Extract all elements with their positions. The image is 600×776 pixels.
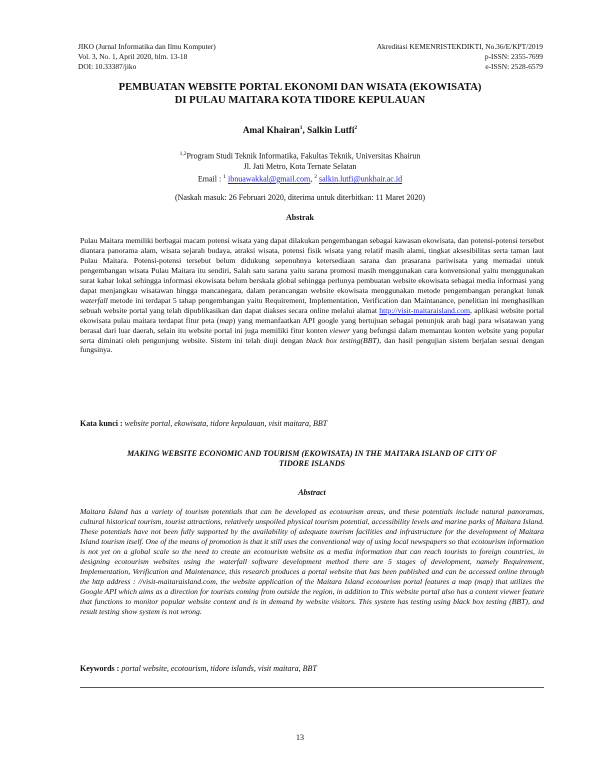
keywords-id-value: website portal, ekowisata, tidore kepulauan, visit maitara, BBT (124, 419, 328, 428)
keywords-id-label: Kata kunci : (80, 419, 125, 428)
keywords-en (80, 664, 544, 673)
running-header-left (78, 42, 318, 71)
page-number: 13 (296, 733, 304, 742)
website-link[interactable]: http://visit-maitaraisland.com (379, 305, 471, 315)
abstract-heading: Abstract (298, 488, 326, 497)
email-1-mark: 1 (223, 174, 226, 181)
author-1: Amal Khairan (242, 125, 300, 136)
affiliation-emails (60, 172, 540, 185)
affiliation-mark: 1,2 (179, 151, 187, 157)
affiliation-address: Jl. Jati Metro, Kota Ternate Selatan (243, 161, 357, 171)
abstract-paragraph: Maitara Island has a variety of tourism potentials that can be developed as ecotourism areas, and these potentials include natural panoramas, cultural historical tourism, tourist attractions, relatively unspoiled physical tourism potential, accessibility levels and marine parks of Maitara Island. These potentials have not been fully supported by the availability of adequate tourism facilities and infrastructure for the development of Maitara Island tourism itself. One of the means of promotion is that it still uses the conventional way of using local newspapers so that ecotourism information is not yet on a global scale so the need to create an ecotourism website as a media information that can reach tourists to foreign countries, in designing ecotourism websites using the waterfall software development method there are 5 stages of development, namely Requirement, Implementation, Verification and Maintenance, this research produces a portal website that has been published and can be accessed online through the http address : //visit-maitaraisland.com, the website application of the Maitara Island ecotourism portal features a map (map) that utilizes the Google API which aims as a direction for tourists coming from outside the region, in addition to This website portal also has a content viewer feature that functions to monitor popular website content and is in demand by website visitors. This system has testing using black box testing (BBT), and result testing show system is not wrong. (80, 507, 544, 616)
english-title (80, 449, 544, 470)
author-separator: , (302, 125, 308, 136)
author-2: Salkin Lutfi (307, 125, 355, 136)
term-bbt: black box testing(BBT) (306, 335, 380, 345)
email-link-2[interactable]: salkin.lutfi@unkhair.ac.id (318, 174, 403, 184)
paper-title-line-2: DI PULAU MAITARA KOTA TIDORE KEPULAUAN (174, 95, 426, 106)
p-issn: p-ISSN: 2355-7699 (484, 51, 543, 61)
accreditation: Akreditasi KEMENRISTEKDIKTI, No.36/E/KPT/2019 (376, 42, 543, 51)
email-2-mark: 2 (314, 174, 317, 181)
abstrak-paragraph: Pulau Maitara memiliki berbagai macam potensi wisata yang dapat dilakukan pengembangan sebagai kawasan ekowisata, dan potensi-potensi tersebut diantara panorama alam, wisata sejarah budaya, atraksi wisata, potensi fisik wisata yang relatif masih alami, tingkat aksesibilitas serta taman laut Pulau Maitara. Potensi-potensi tersebut belum didukung sepenuhnya ketersediaan sarana dan prasarana pariwisata yang memadai untuk pengembangan wisata Pulau Maitara itu sendiri, Salah satu sarana yaitu sarana promosi masih menggunakan cara konvensional yaitu menggunakan surat kabar lokal sehingga informasi ekowisata belum berskala global sehingga perlunya pembuatan website ekowisata sebagai media informasi yang dapat menjangkau wisatawan hingga mancanegara, dalam perancangan website ekowisata menggunakan metode pengembangan perangkat lunak waterfall metode ini terdapat 5 tahap pengembangan yaitu Requirement, Implementation, Verification dan Maintanance, penelitian ini menghasilkan sebuah website portal yang telah dipublikasikan dan dapat diakses secara online melalui alamat http://visit-maitaraisland.com, aplikasi website portal ekowisata pulau maitara terdapat fitur peta (map) yang memanfaatkan API google yang bertujuan sebagai penunjuk arah bagi para wisatawan yang berasal dari luar daerah, selain itu website portal ini juga memiliki fitur konten viewer yang befungsi dalam memantau konten website yang popular serta diminati oleh pengunjung website. Sistem ini telah diuji dengan black box testing(BBT), dan hasil pengujian sistem berjalan sesuai dengan fungsinya. (80, 236, 544, 355)
english-title-line-2: TIDORE ISLANDS (278, 459, 345, 469)
section-divider (80, 687, 544, 688)
email-separator: , (310, 174, 315, 184)
affiliation-program: $^{1,2}$Program Studi Teknik Informatika, Fakultas Teknik, Universitas Khairun (179, 151, 421, 161)
keywords-en-label: Keywords : (80, 664, 122, 673)
term-waterfall: waterfall (80, 295, 108, 305)
author-1-mark: 1 (299, 125, 303, 131)
affiliation-block (60, 149, 540, 185)
email-label: Email : (197, 174, 224, 184)
email-link-1[interactable]: ibnuawakkal@gmail.com (227, 174, 311, 184)
keywords-en-value: portal website, ecotourism, tidore islands, visit maitara, BBT (121, 664, 317, 673)
english-title-line-1: MAKING WEBSITE ECONOMIC AND TOURISM (EKOWISATA) IN THE MAITARA ISLAND OF CITY OF (127, 449, 497, 458)
abstrak-heading: Abstrak (285, 213, 314, 222)
journal-volume: Vol. 3, No. 1, April 2020, hlm. 13-18 (78, 51, 188, 61)
paper-title (60, 81, 540, 107)
keywords-id (80, 419, 544, 428)
paper-title-line-1: PEMBUATAN WEBSITE PORTAL EKONOMI DAN WISATA (EKOWISATA) (118, 82, 482, 93)
journal-name: JIKO (Jurnal Informatika dan Ilmu Komputer) (78, 42, 216, 51)
journal-doi: DOI: 10.33387/jiko (78, 61, 137, 71)
author-list (60, 125, 540, 135)
e-issn: e-ISSN: 2528-6579 (485, 61, 543, 71)
running-header-right (303, 42, 543, 71)
author-2-mark: 2 (354, 125, 358, 131)
term-viewer: viewer (329, 325, 351, 335)
submission-dates: (Naskah masuk: 26 Februari 2020, diterima untuk diterbitkan: 11 Maret 2020) (174, 193, 426, 202)
term-map: map (219, 315, 233, 325)
